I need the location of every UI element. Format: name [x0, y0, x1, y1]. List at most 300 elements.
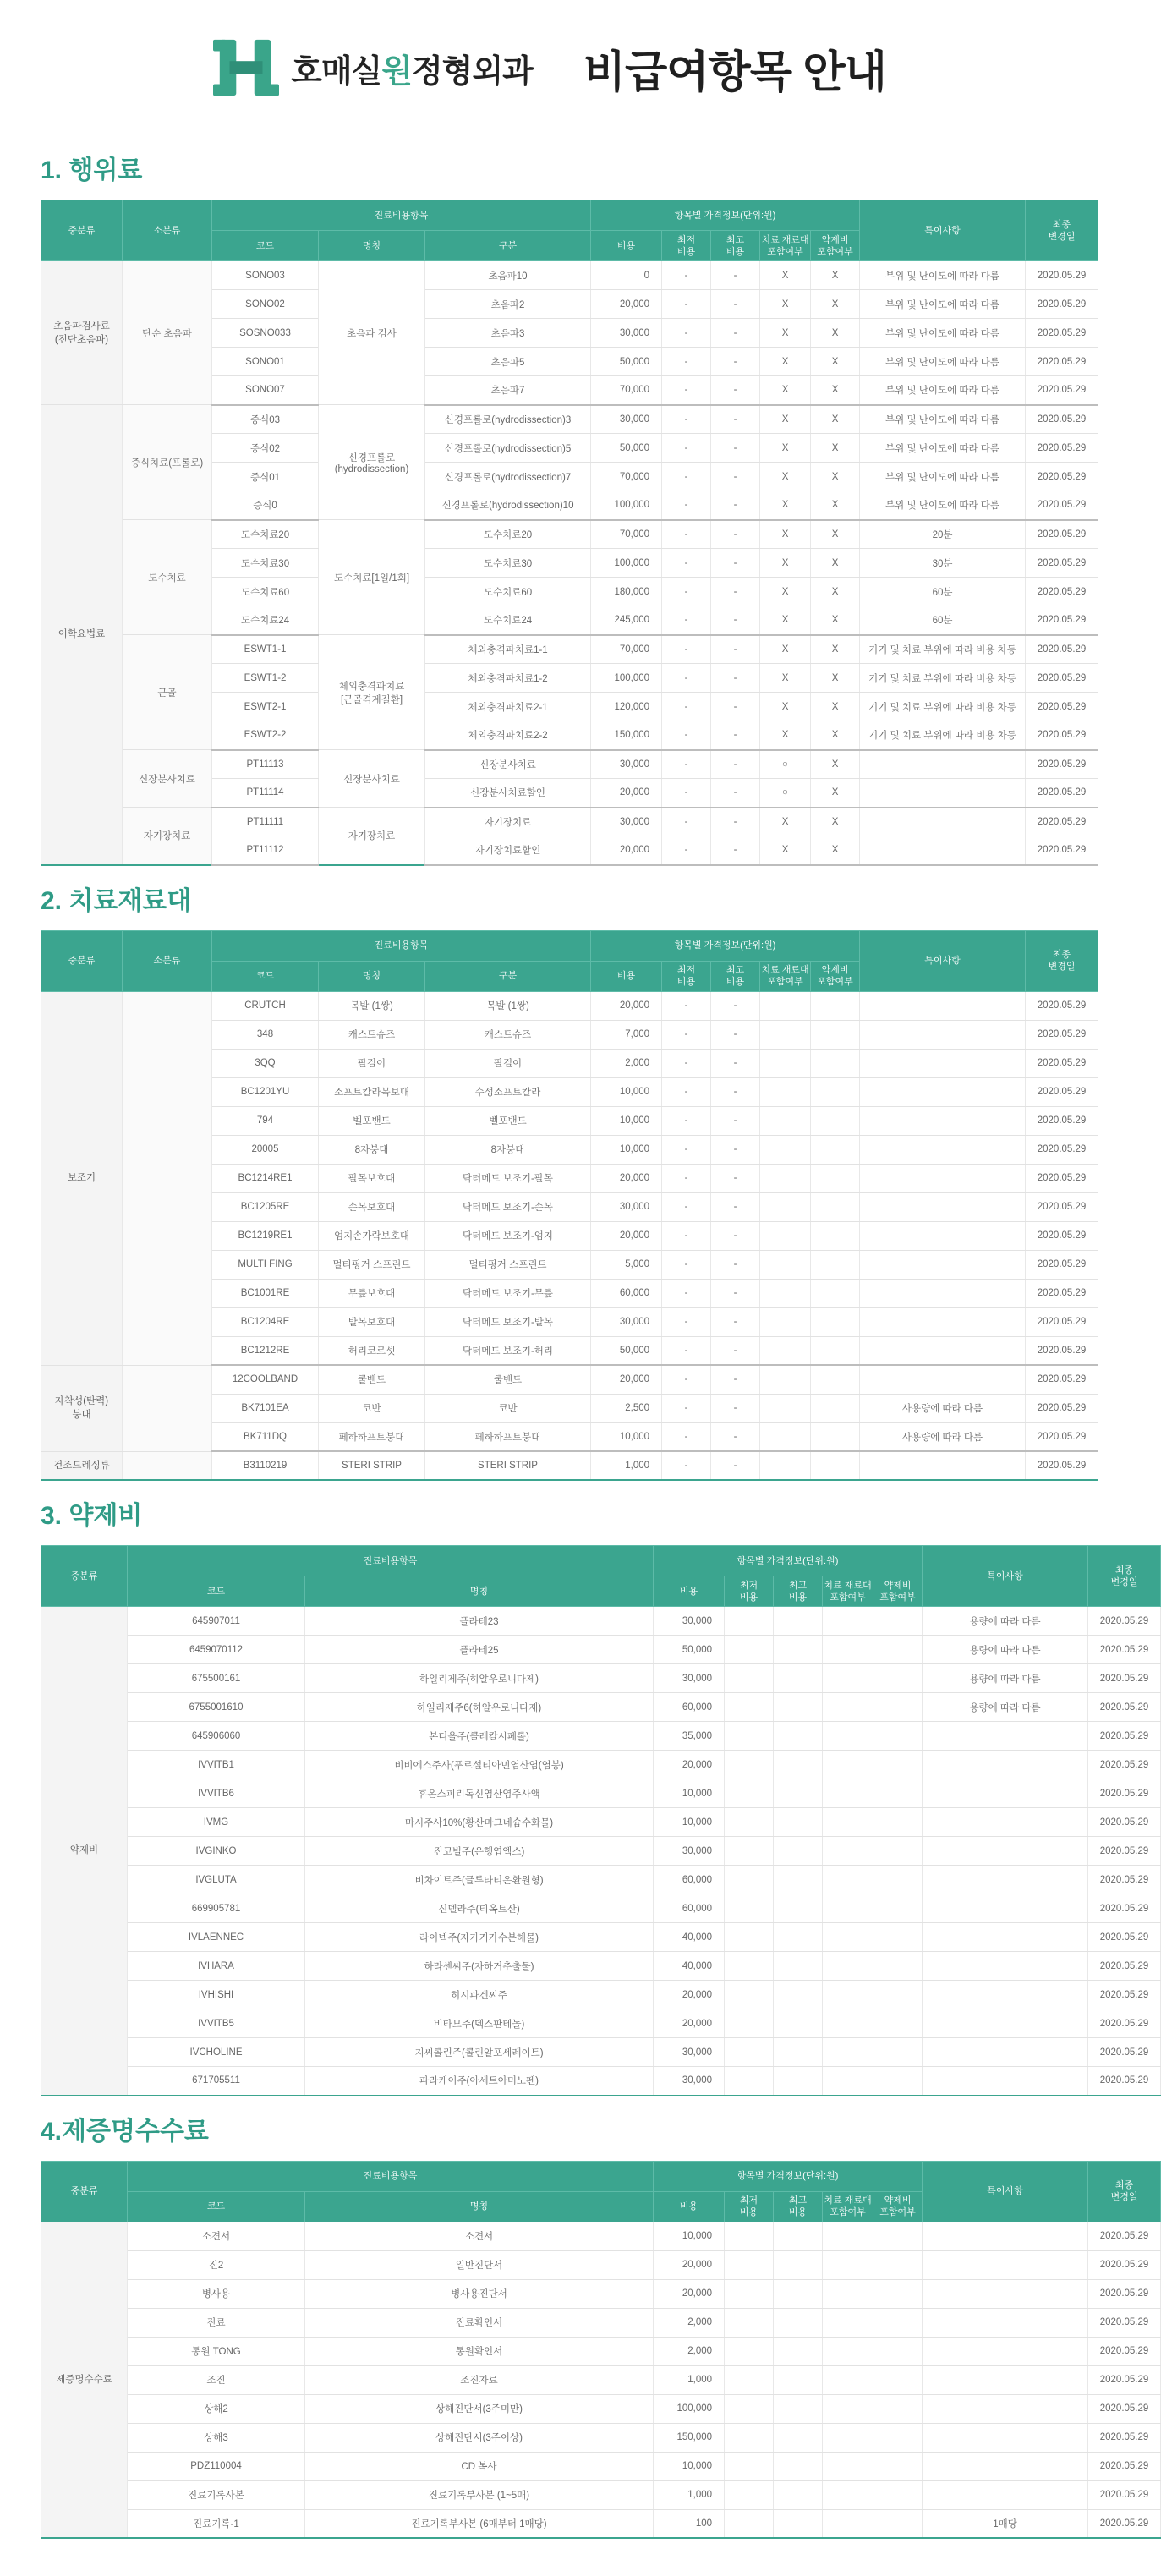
item-date: 2020.05.29 — [1026, 808, 1098, 836]
header-changed: 최종 변경일 — [1026, 200, 1098, 261]
item-min — [725, 1751, 774, 1779]
item-date: 2020.05.29 — [1088, 1664, 1161, 1693]
item-division: 닥터메드 보조기-무릎 — [425, 1279, 591, 1307]
item-min: - — [662, 1077, 711, 1106]
item-note — [923, 1751, 1088, 1779]
item-max — [774, 1981, 823, 2009]
header-items: 진료비용항목 — [128, 2161, 654, 2191]
item-min — [725, 1894, 774, 1923]
category-major: 제증명수수료 — [41, 2222, 128, 2538]
item-max: - — [711, 1077, 760, 1106]
item-date: 2020.05.29 — [1088, 2452, 1161, 2480]
item-cost: 7,000 — [591, 1020, 662, 1049]
item-cost: 30,000 — [591, 1307, 662, 1336]
item-tx-incl: X — [760, 405, 811, 434]
item-max: - — [711, 290, 760, 319]
item-min — [725, 2038, 774, 2067]
item-max: - — [711, 779, 760, 808]
item-tx-incl: X — [760, 549, 811, 578]
item-date: 2020.05.29 — [1026, 1394, 1098, 1422]
item-min — [725, 2009, 774, 2038]
item-cost: 50,000 — [591, 434, 662, 463]
item-note — [923, 2308, 1088, 2337]
item-note — [860, 750, 1026, 779]
item-note — [923, 2394, 1088, 2423]
item-date: 2020.05.29 — [1088, 2509, 1161, 2538]
item-max: - — [711, 1192, 760, 1221]
item-date: 2020.05.29 — [1026, 606, 1098, 635]
item-max: - — [711, 319, 760, 348]
item-drug-incl — [811, 1077, 860, 1106]
item-note: 용량에 따라 다름 — [923, 1693, 1088, 1722]
item-drug-incl: X — [811, 693, 860, 721]
item-code: 도수치료60 — [212, 578, 319, 606]
item-min — [725, 1837, 774, 1866]
item-drug-incl — [873, 2337, 923, 2365]
table-row — [41, 2480, 1161, 2509]
header-special: 특이사항 — [860, 930, 1026, 991]
item-note — [923, 1837, 1088, 1866]
item-max: - — [711, 549, 760, 578]
item-min: - — [662, 1365, 711, 1394]
item-min: - — [662, 606, 711, 635]
item-note — [860, 836, 1026, 865]
item-code: 소견서 — [128, 2222, 305, 2250]
item-drug-incl — [811, 1135, 860, 1164]
item-name: 병사용진단서 — [305, 2279, 654, 2308]
item-note — [923, 2222, 1088, 2250]
item-division: 자기장치료할인 — [425, 836, 591, 865]
header-tx-incl: 치료 재료대 포함여부 — [760, 231, 811, 261]
item-max — [774, 1664, 823, 1693]
table-row — [41, 2222, 1161, 2250]
item-drug-incl: X — [811, 836, 860, 865]
item-note: 기기 및 치료 부위에 따라 비용 차등 — [860, 693, 1026, 721]
category-minor: 근골 — [123, 635, 212, 750]
item-cost: 10,000 — [654, 1808, 725, 1837]
item-note: 부위 및 난이도에 따라 다름 — [860, 319, 1026, 348]
item-cost: 30,000 — [654, 1664, 725, 1693]
item-tx-incl — [823, 1751, 873, 1779]
item-min — [725, 2067, 774, 2096]
item-cost: 30,000 — [654, 2067, 725, 2096]
header-special: 특이사항 — [923, 2161, 1088, 2222]
item-drug-incl — [873, 1894, 923, 1923]
table-row — [41, 1779, 1161, 1808]
item-note — [923, 2480, 1088, 2509]
item-name: 플라테25 — [305, 1636, 654, 1664]
item-cost: 20,000 — [591, 290, 662, 319]
item-division: 캐스트슈즈 — [425, 1020, 591, 1049]
category-major: 건조드레싱류 — [41, 1451, 123, 1480]
item-min — [725, 1981, 774, 2009]
item-drug-incl — [873, 2509, 923, 2538]
item-cost: 20,000 — [591, 836, 662, 865]
item-note: 기기 및 치료 부위에 따라 비용 차등 — [860, 635, 1026, 664]
item-name: 하라센씨주(자하거추출물) — [305, 1952, 654, 1981]
item-date: 2020.05.29 — [1026, 319, 1098, 348]
item-min — [725, 1664, 774, 1693]
item-name: 통원확인서 — [305, 2337, 654, 2365]
table-row — [41, 991, 1098, 1020]
item-note: 용량에 따라 다름 — [923, 1636, 1088, 1664]
item-code: IVMG — [128, 1808, 305, 1837]
item-tx-incl — [823, 1636, 873, 1664]
item-division: 도수치료30 — [425, 549, 591, 578]
item-tx-incl — [760, 1307, 811, 1336]
item-cost: 10,000 — [591, 1106, 662, 1135]
header-minor: 소분류 — [123, 930, 212, 991]
item-date: 2020.05.29 — [1026, 1336, 1098, 1365]
item-division: 도수치료20 — [425, 520, 591, 549]
item-min: - — [662, 405, 711, 434]
item-name: 일반진단서 — [305, 2250, 654, 2279]
item-min: - — [662, 1451, 711, 1480]
item-date: 2020.05.29 — [1026, 1164, 1098, 1192]
item-drug-incl — [873, 2423, 923, 2452]
item-note: 기기 및 치료 부위에 따라 비용 차등 — [860, 721, 1026, 750]
item-max: - — [711, 578, 760, 606]
item-min: - — [662, 1307, 711, 1336]
item-drug-incl: X — [811, 261, 860, 290]
item-min — [725, 1722, 774, 1751]
brand — [213, 35, 533, 101]
item-cost: 10,000 — [654, 1779, 725, 1808]
item-tx-incl — [823, 2452, 873, 2480]
item-date: 2020.05.29 — [1026, 1020, 1098, 1049]
logo-icon — [213, 35, 279, 101]
item-min: - — [662, 1336, 711, 1365]
item-division: 수성소프트칼라 — [425, 1077, 591, 1106]
item-drug-incl — [873, 1693, 923, 1722]
item-division: 초음파2 — [425, 290, 591, 319]
item-note — [860, 1020, 1026, 1049]
item-name: 파라케이주(아세트아미노펜) — [305, 2067, 654, 2096]
item-division: 신경프롤로(hydrodissection)7 — [425, 463, 591, 491]
item-max — [774, 1952, 823, 1981]
item-min: - — [662, 1394, 711, 1422]
item-date: 2020.05.29 — [1026, 836, 1098, 865]
item-name: 페하하프트붕대 — [319, 1422, 425, 1451]
item-drug-incl: X — [811, 635, 860, 664]
section-material-fees — [0, 885, 1099, 1482]
item-date: 2020.05.29 — [1026, 261, 1098, 290]
item-drug-incl — [873, 2452, 923, 2480]
item-min — [725, 1808, 774, 1837]
item-min: - — [662, 1164, 711, 1192]
item-cost: 30,000 — [654, 1607, 725, 1636]
item-max: - — [711, 1250, 760, 1279]
item-division: 초음파7 — [425, 376, 591, 405]
header-cost: 비용 — [654, 1576, 725, 1607]
item-division: 체외충격파치료2-2 — [425, 721, 591, 750]
item-drug-incl — [873, 1722, 923, 1751]
item-division: 초음파3 — [425, 319, 591, 348]
item-name: 신경프롤로 (hydrodissection) — [319, 405, 425, 520]
item-drug-incl: X — [811, 463, 860, 491]
item-max — [774, 2337, 823, 2365]
item-drug-incl: X — [811, 491, 860, 520]
item-tx-incl: X — [760, 376, 811, 405]
item-date: 2020.05.29 — [1026, 491, 1098, 520]
item-max: - — [711, 463, 760, 491]
item-date: 2020.05.29 — [1088, 1923, 1161, 1952]
item-division: 목발 (1쌍) — [425, 991, 591, 1020]
item-tx-incl — [823, 2509, 873, 2538]
item-note: 부위 및 난이도에 따라 다름 — [860, 463, 1026, 491]
item-max: - — [711, 1020, 760, 1049]
item-date: 2020.05.29 — [1088, 2009, 1161, 2038]
brand-name-accent: 원 — [381, 53, 412, 90]
item-division: 체외충격파치료1-2 — [425, 664, 591, 693]
item-name: 지씨콜린주(콜린알포세레이트) — [305, 2038, 654, 2067]
item-min: - — [662, 376, 711, 405]
item-name: 캐스트슈즈 — [319, 1020, 425, 1049]
header-major: 중분류 — [41, 1546, 128, 1607]
header-special: 특이사항 — [923, 1546, 1088, 1607]
item-drug-incl: X — [811, 520, 860, 549]
item-tx-incl — [823, 2365, 873, 2394]
item-max — [774, 2308, 823, 2337]
item-date: 2020.05.29 — [1088, 2279, 1161, 2308]
item-cost: 20,000 — [591, 779, 662, 808]
item-division: 벨포밴드 — [425, 1106, 591, 1135]
table-row — [41, 808, 1098, 836]
item-name: 휴온스피리독신염산염주사액 — [305, 1779, 654, 1808]
item-division: 닥터메드 보조기-엄지 — [425, 1221, 591, 1250]
item-code: 상해2 — [128, 2394, 305, 2423]
item-tx-incl — [823, 1837, 873, 1866]
item-name: 목발 (1쌍) — [319, 991, 425, 1020]
category-minor — [123, 991, 212, 1365]
item-max: - — [711, 1451, 760, 1480]
item-note — [860, 1250, 1026, 1279]
table-row — [41, 1894, 1161, 1923]
item-name: 코반 — [319, 1394, 425, 1422]
item-tx-incl — [823, 2067, 873, 2096]
table-row — [41, 1722, 1161, 1751]
item-min — [725, 1636, 774, 1664]
table-row — [41, 1636, 1161, 1664]
header-major: 중분류 — [41, 2161, 128, 2222]
item-min — [725, 2509, 774, 2538]
item-drug-incl: X — [811, 549, 860, 578]
item-name: 하일리제주6(히알우로니다제) — [305, 1693, 654, 1722]
item-date: 2020.05.29 — [1026, 1221, 1098, 1250]
header-changed: 최종 변경일 — [1088, 1546, 1161, 1607]
item-date: 2020.05.29 — [1026, 1192, 1098, 1221]
item-cost: 100,000 — [654, 2394, 725, 2423]
header-drug-incl: 약제비 포함여부 — [873, 1576, 923, 1607]
item-tx-incl — [760, 1394, 811, 1422]
item-code: BC1001RE — [212, 1279, 319, 1307]
item-drug-incl: X — [811, 779, 860, 808]
item-cost: 20,000 — [654, 2279, 725, 2308]
item-note — [860, 1049, 1026, 1077]
item-name: CD 복사 — [305, 2452, 654, 2480]
header-changed: 최종 변경일 — [1088, 2161, 1161, 2222]
item-note — [860, 1279, 1026, 1307]
drug-fee-table — [41, 1545, 1161, 2096]
item-cost: 60,000 — [654, 1866, 725, 1894]
item-max — [774, 2423, 823, 2452]
item-tx-incl — [823, 2423, 873, 2452]
item-date: 2020.05.29 — [1026, 520, 1098, 549]
item-tx-incl: X — [760, 606, 811, 635]
item-code: 조진 — [128, 2365, 305, 2394]
item-code: 20005 — [212, 1135, 319, 1164]
item-tx-incl: X — [760, 808, 811, 836]
item-division: 도수치료24 — [425, 606, 591, 635]
item-note — [860, 1164, 1026, 1192]
item-date: 2020.05.29 — [1088, 2423, 1161, 2452]
item-max: - — [711, 376, 760, 405]
item-tx-incl: X — [760, 319, 811, 348]
item-name: 벨포밴드 — [319, 1106, 425, 1135]
item-date: 2020.05.29 — [1026, 1307, 1098, 1336]
item-code: 645907011 — [128, 1607, 305, 1636]
item-code: BC1205RE — [212, 1192, 319, 1221]
item-min — [725, 2394, 774, 2423]
item-date: 2020.05.29 — [1026, 1106, 1098, 1135]
item-cost: 30,000 — [591, 319, 662, 348]
item-drug-incl — [873, 1664, 923, 1693]
item-date: 2020.05.29 — [1026, 1250, 1098, 1279]
item-drug-incl — [811, 1394, 860, 1422]
item-min: - — [662, 1106, 711, 1135]
item-code: BK711DQ — [212, 1422, 319, 1451]
table-row — [41, 750, 1098, 779]
table-row — [41, 520, 1098, 549]
brand-name-post: 정형외과 — [411, 53, 533, 90]
table-row — [41, 2038, 1161, 2067]
item-code: BC1212RE — [212, 1336, 319, 1365]
item-date: 2020.05.29 — [1026, 664, 1098, 693]
item-cost: 10,000 — [591, 1077, 662, 1106]
table-row — [41, 1365, 1098, 1394]
item-name: 팔걸이 — [319, 1049, 425, 1077]
item-date: 2020.05.29 — [1088, 2337, 1161, 2365]
item-drug-incl — [873, 1981, 923, 2009]
item-division: 도수치료60 — [425, 578, 591, 606]
item-max: - — [711, 491, 760, 520]
item-division: 팔걸이 — [425, 1049, 591, 1077]
table-row — [41, 2365, 1161, 2394]
item-cost: 30,000 — [591, 405, 662, 434]
item-date: 2020.05.29 — [1026, 405, 1098, 434]
item-name: 소견서 — [305, 2222, 654, 2250]
item-note — [860, 1307, 1026, 1336]
item-code: 669905781 — [128, 1894, 305, 1923]
header-tx-incl: 치료 재료대 포함여부 — [760, 961, 811, 991]
item-min: - — [662, 1135, 711, 1164]
item-max: - — [711, 808, 760, 836]
item-note — [860, 1077, 1026, 1106]
item-note — [923, 1722, 1088, 1751]
item-date: 2020.05.29 — [1026, 1451, 1098, 1480]
category-minor — [123, 1365, 212, 1451]
item-max — [774, 2009, 823, 2038]
item-cost: 10,000 — [654, 2452, 725, 2480]
table-row — [41, 1808, 1161, 1837]
item-drug-incl — [873, 1808, 923, 1837]
item-min — [725, 1952, 774, 1981]
category-minor — [123, 1451, 212, 1480]
item-division: STERI STRIP — [425, 1451, 591, 1480]
item-name: 비타모주(덱스판테놀) — [305, 2009, 654, 2038]
item-min: - — [662, 779, 711, 808]
item-note — [860, 1365, 1026, 1394]
item-date: 2020.05.29 — [1088, 1894, 1161, 1923]
item-division: 체외충격파치료1-1 — [425, 635, 591, 664]
item-cost: 35,000 — [654, 1722, 725, 1751]
item-code: BC1219RE1 — [212, 1221, 319, 1250]
item-tx-incl — [823, 1866, 873, 1894]
item-drug-incl — [811, 1192, 860, 1221]
item-min: - — [662, 261, 711, 290]
item-code: IVCHOLINE — [128, 2038, 305, 2067]
item-note — [923, 1952, 1088, 1981]
item-min — [725, 2365, 774, 2394]
item-date: 2020.05.29 — [1088, 1722, 1161, 1751]
item-note — [860, 991, 1026, 1020]
header-code: 코드 — [128, 2191, 305, 2222]
category-minor: 신장분사치료 — [123, 750, 212, 808]
item-max — [774, 2394, 823, 2423]
item-min: - — [662, 463, 711, 491]
item-cost: 0 — [591, 261, 662, 290]
item-tx-incl — [760, 1336, 811, 1365]
item-drug-incl: X — [811, 808, 860, 836]
item-note: 부위 및 난이도에 따라 다름 — [860, 434, 1026, 463]
item-cost: 50,000 — [591, 1336, 662, 1365]
header-drug-incl: 약제비 포함여부 — [811, 961, 860, 991]
item-drug-incl — [873, 1636, 923, 1664]
header-name: 명칭 — [319, 231, 425, 261]
item-code: IVHARA — [128, 1952, 305, 1981]
item-tx-incl: ○ — [760, 750, 811, 779]
item-cost: 70,000 — [591, 635, 662, 664]
item-tx-incl — [823, 2394, 873, 2423]
item-max: - — [711, 261, 760, 290]
item-date: 2020.05.29 — [1088, 2480, 1161, 2509]
item-min: - — [662, 991, 711, 1020]
table-row — [41, 1693, 1161, 1722]
item-max: - — [711, 520, 760, 549]
item-code: 도수치료20 — [212, 520, 319, 549]
header-special: 특이사항 — [860, 200, 1026, 261]
item-min: - — [662, 664, 711, 693]
item-cost: 30,000 — [654, 1837, 725, 1866]
item-code: CRUTCH — [212, 991, 319, 1020]
item-max: - — [711, 635, 760, 664]
item-cost: 180,000 — [591, 578, 662, 606]
item-note: 부위 및 난이도에 따라 다름 — [860, 348, 1026, 376]
item-note — [923, 1808, 1088, 1837]
item-code: 645906060 — [128, 1722, 305, 1751]
item-code: IVHISHI — [128, 1981, 305, 2009]
item-code: 증식0 — [212, 491, 319, 520]
item-tx-incl — [823, 1779, 873, 1808]
header-minor: 소분류 — [123, 200, 212, 261]
item-max — [774, 2365, 823, 2394]
item-min — [725, 2250, 774, 2279]
item-code: 348 — [212, 1020, 319, 1049]
header-drug-incl: 약제비 포함여부 — [811, 231, 860, 261]
item-date: 2020.05.29 — [1026, 991, 1098, 1020]
item-note: 부위 및 난이도에 따라 다름 — [860, 376, 1026, 405]
item-min — [725, 2308, 774, 2337]
